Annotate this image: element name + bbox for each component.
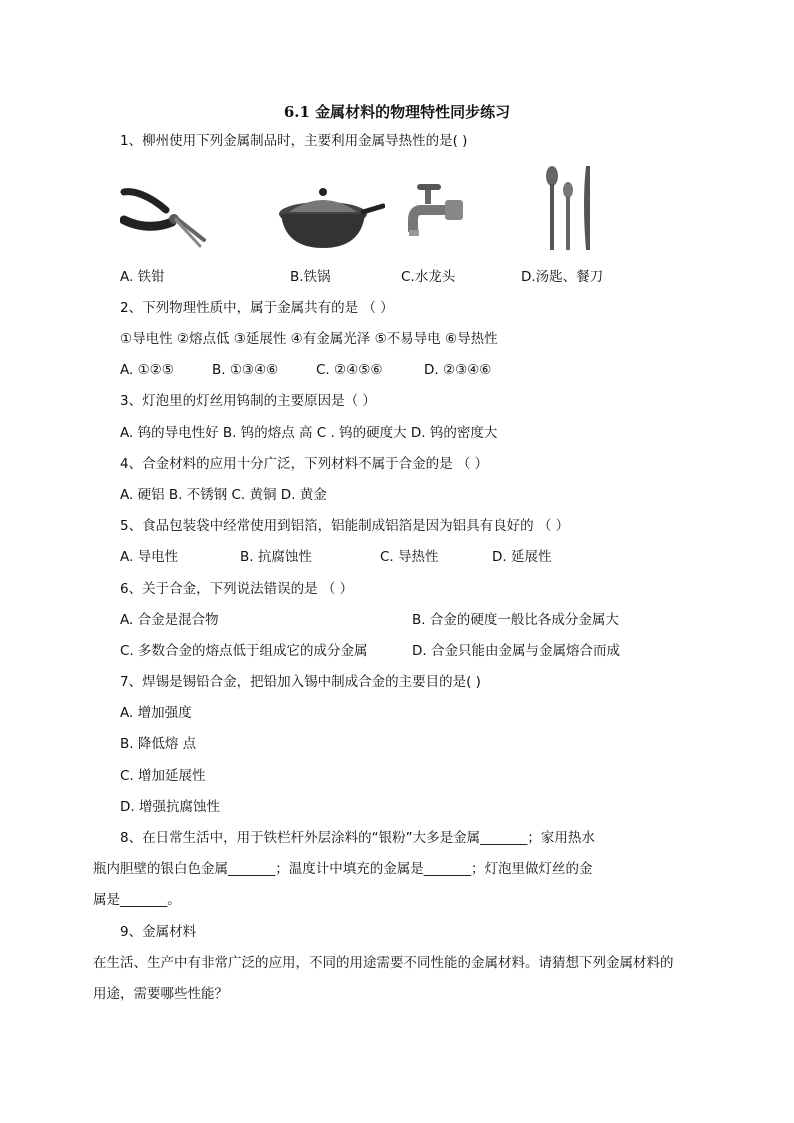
q9-line-2: 用途，需要哪些性能？ (93, 986, 228, 1002)
cutlery-icon (538, 162, 608, 254)
q2-option-a: A. ①②⑤ (120, 362, 174, 378)
q7-option-b: B. 降低熔 点 (120, 736, 197, 752)
q2-properties: ①导电性 ②熔点低 ③延展性 ④有金属光泽 ⑤不易导电 ⑥导热性 (120, 331, 498, 347)
q1-option-b: B.铁锅 (290, 269, 331, 285)
q8-line-3: 属是_______。 (93, 892, 181, 908)
q1-image-row (120, 162, 610, 254)
q7-option-c: C. 增加延展性 (120, 768, 206, 784)
q7-stem: 7、焊锡是锡铅合金，把铅加入锡中制成合金的主要目的是( ) (120, 674, 481, 690)
q6-stem: 6、关于合金，下列说法错误的是 （ ） (120, 581, 354, 597)
q8-line-2: 瓶内胆壁的银白色金属_______；温度计中填充的金属是_______；灯泡里做灯丝的金 (93, 861, 593, 877)
q7-option-a: A. 增加强度 (120, 705, 192, 721)
q3-stem: 3、灯泡里的灯丝用钨制的主要原因是（ ） (120, 393, 376, 409)
q2-stem: 2、下列物理性质中，属于金属共有的是 （ ） (120, 300, 394, 316)
q3-options: A. 钨的导电性好 B. 钨的熔点 高 C . 钨的硬度大 D. 钨的密度大 (120, 425, 498, 441)
q5-option-b: B. 抗腐蚀性 (240, 549, 312, 565)
q5-option-a: A. 导电性 (120, 549, 179, 565)
q9-line-1: 在生活、生产中有非常广泛的应用，不同的用途需要不同性能的金属材料。请猜想下列金属材料的 (93, 955, 674, 971)
q6-option-c: C. 多数合金的熔点低于组成它的成分金属 (120, 643, 368, 659)
q6-option-b: B. 合金的硬度一般比各成分金属大 (412, 612, 619, 628)
wok-icon (275, 162, 385, 254)
q5-option-c: C. 导热性 (380, 549, 439, 565)
q1-option-a: A. 铁钳 (120, 269, 165, 285)
q8-line-1: 8、在日常生活中，用于铁栏杆外层涂料的“银粉”大多是金属_______；家用热水 (120, 830, 595, 846)
q6-option-a: A. 合金是混合物 (120, 612, 219, 628)
q2-option-d: D. ②③④⑥ (424, 362, 492, 378)
q1-stem: 1、柳州使用下列金属制品时，主要利用金属导热性的是( ) (120, 133, 468, 149)
q4-options: A. 硬铝 B. 不锈钢 C. 黄铜 D. 黄金 (120, 487, 327, 503)
q2-option-b: B. ①③④⑥ (212, 362, 279, 378)
q5-stem: 5、食品包装袋中经常使用到铝箔，铝能制成铝箔是因为铝具有良好的 （ ） (120, 518, 570, 534)
q1-option-c: C.水龙头 (401, 269, 456, 285)
q1-option-d: D.汤匙、餐刀 (521, 269, 604, 285)
q6-option-d: D. 合金只能由金属与金属熔合而成 (412, 643, 620, 659)
q4-stem: 4、合金材料的应用十分广泛，下列材料不属于合金的是 （ ） (120, 456, 489, 472)
pliers-icon (120, 162, 212, 254)
faucet-icon (405, 162, 465, 254)
q9-heading: 9、金属材料 (120, 924, 197, 940)
q5-option-d: D. 延展性 (492, 549, 552, 565)
q2-option-c: C. ②④⑤⑥ (316, 362, 383, 378)
q7-option-d: D. 增强抗腐蚀性 (120, 799, 220, 815)
page-title: 6.1 金属材料的物理特性同步练习 (283, 103, 511, 121)
